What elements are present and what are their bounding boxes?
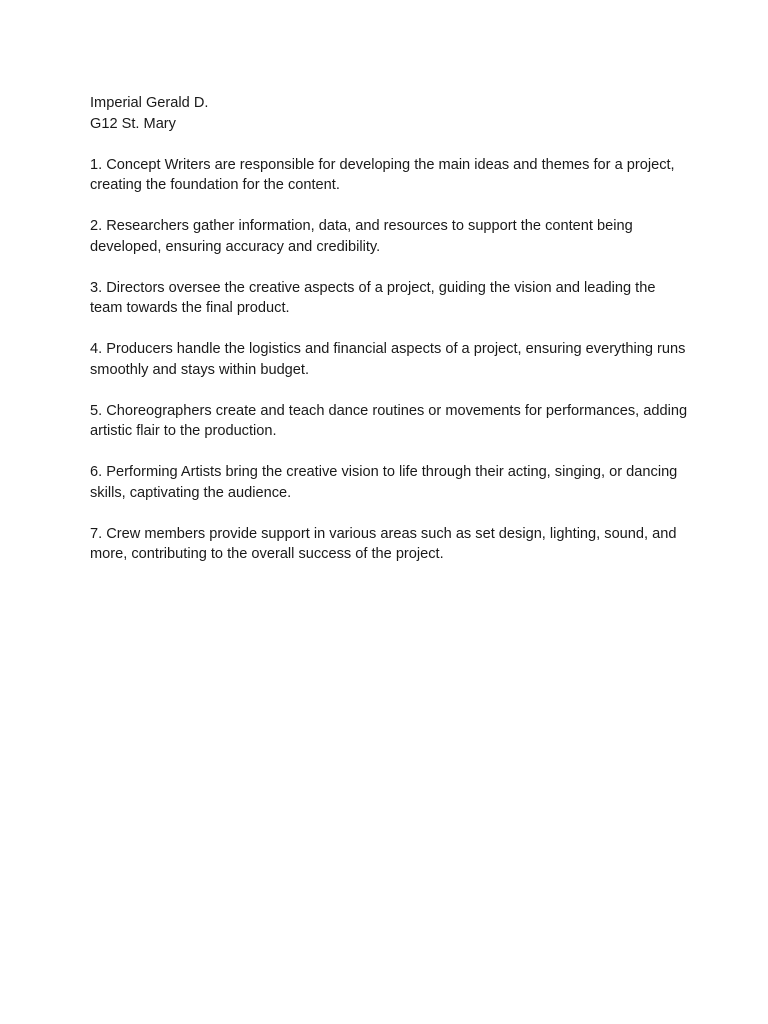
document-body [90,93,690,565]
paragraph-4: 4. Producers handle the logistics and financial aspects of a project, ensuring everything runs smoothly and stays within budget. [90,341,686,378]
paragraph-7: 7. Crew members provide support in various areas such as set design, lighting, sound, and more, contributing to the overall success of the project. [90,525,677,562]
paragraph-2: 2. Researchers gather information, data, and resources to support the content being developed, ensuring accuracy and credibility. [90,218,633,255]
author-section: G12 St. Mary [90,115,176,132]
paragraph-6: 6. Performing Artists bring the creative vision to life through their acting, singing, or dancing skills, captivating the audience. [90,464,678,501]
paragraph-1: 1. Concept Writers are responsible for developing the main ideas and themes for a project, creating the foundation for the content. [90,156,675,193]
paragraph-5: 5. Choreographers create and teach dance routines or movements for performances, adding artistic flair to the production. [90,402,688,439]
paragraph-3: 3. Directors oversee the creative aspects of a project, guiding the vision and leading the team towards the final product. [90,279,656,316]
author-name: Imperial Gerald D. [90,95,209,111]
